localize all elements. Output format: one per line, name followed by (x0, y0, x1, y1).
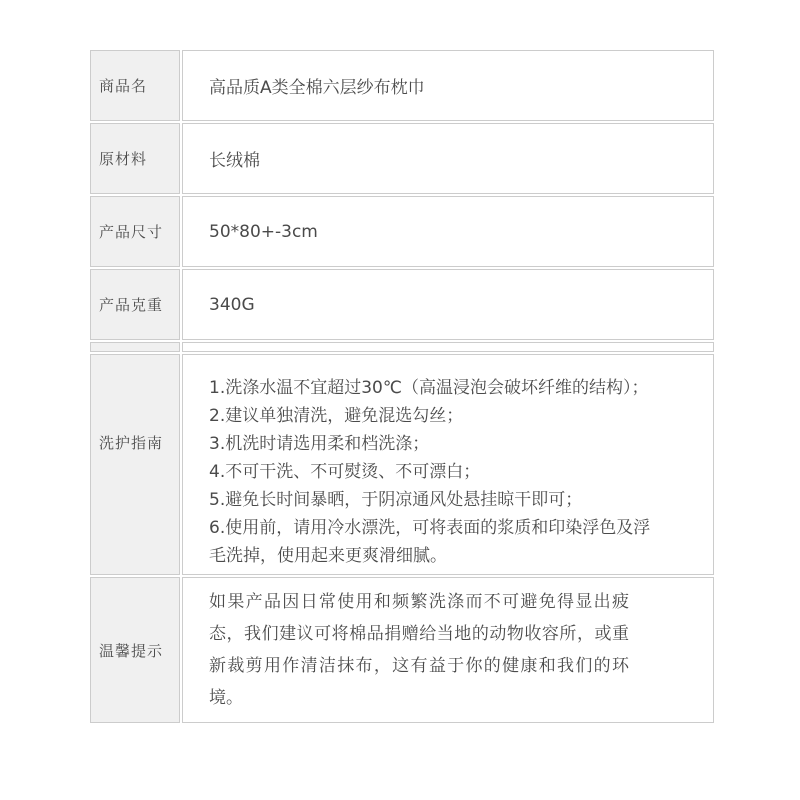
row-label-material: 原材料 (90, 123, 180, 194)
row-value-size: 50*80+-3cm (182, 196, 714, 267)
spacer-label-cell (90, 342, 180, 352)
wash-line: 3.机洗时请选用柔和档洗涤； (209, 434, 430, 454)
row-value-wash-guide (182, 354, 714, 575)
table-row-material (90, 123, 714, 194)
spacer-value-cell (182, 342, 714, 352)
tips-paragraph: 如果产品因日常使用和频繁洗涤而不可避免得显出疲态，我们建议可将棉品捐赠给当地的动物收容所，或重新裁剪用作清洁抹布，这有益于你的健康和我们的环境。 (209, 592, 629, 708)
wash-line: 1.洗涤水温不宜超过30℃（高温浸泡会破坏纤维的结构）； (209, 378, 649, 398)
row-label-size: 产品尺寸 (90, 196, 180, 267)
wash-instructions (209, 374, 685, 570)
table-row-spacer (90, 342, 714, 352)
row-label-wash-guide: 洗护指南 (90, 354, 180, 575)
row-value-material: 长绒棉 (182, 123, 714, 194)
table-row-wash-guide (90, 354, 714, 575)
table-row-size (90, 196, 714, 267)
wash-line: 2.建议单独清洗，避免混选勾丝； (209, 406, 464, 426)
wash-line: 毛洗掉，使用起来更爽滑细腻。 (209, 546, 447, 566)
wash-line: 4.不可干洗、不可熨烫、不可漂白； (209, 462, 481, 482)
wash-line: 6.使用前，请用冷水漂洗，可将表面的浆质和印染浮色及浮 (209, 518, 651, 538)
row-label-tips: 温馨提示 (90, 577, 180, 723)
table-row-product-name (90, 50, 714, 121)
row-label-product-name: 商品名 (90, 50, 180, 121)
product-spec-table (88, 48, 716, 725)
wash-line: 5.避免长时间暴晒，于阴凉通风处悬挂晾干即可； (209, 490, 583, 510)
row-value-tips (182, 577, 714, 723)
row-value-product-name: 高品质A类全棉六层纱布枕巾 (182, 50, 714, 121)
table-row-tips (90, 577, 714, 723)
table-row-weight (90, 269, 714, 340)
row-value-weight: 340G (182, 269, 714, 340)
row-label-weight: 产品克重 (90, 269, 180, 340)
